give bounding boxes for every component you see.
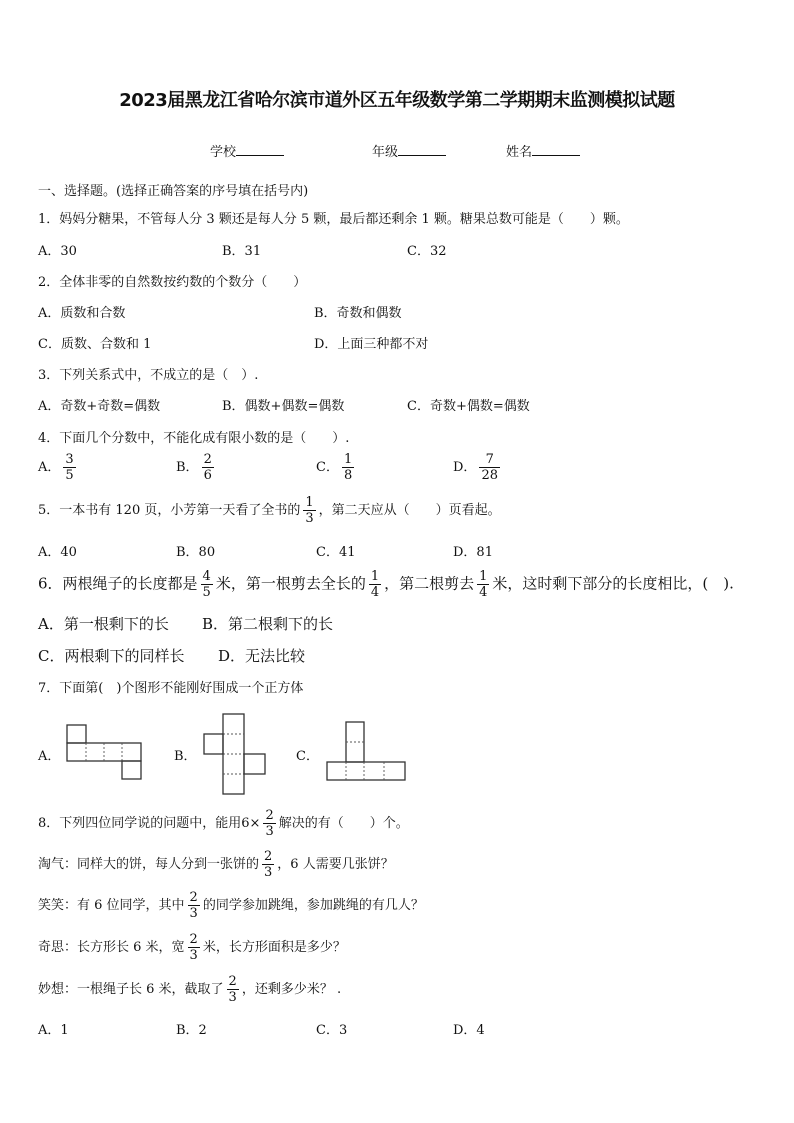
q6-option-c[interactable]: C．两根剩下的同样长 <box>38 647 185 665</box>
fraction: $\frac{1}{8}$ <box>343 452 353 483</box>
cube-net-a[interactable] <box>64 723 144 781</box>
q5-stem: 5．一本书有 120 页，小芳第一天看了全书的 $\frac{1}{3}$ ，第二天应从（ ）页看起。 <box>38 495 501 526</box>
q4-option-label: C． <box>316 460 339 475</box>
q8-statement-4: 妙想：一根绳子长 6 米，截取了 $\frac{2}{3}$ ，还剩多少米？ . <box>38 974 342 1005</box>
q2-option-b[interactable]: B．奇数和偶数 <box>314 306 402 321</box>
q2-option-d[interactable]: D．上面三种都不对 <box>314 337 429 352</box>
q4-option-label: D． <box>453 460 477 475</box>
q4-option-label: B． <box>176 460 199 475</box>
fraction: $\frac{1}{4}$ <box>370 569 380 600</box>
q1-stem: 1．妈妈分糖果，不管每人分 3 颗还是每人分 5 颗，最后都还剩余 1 颗。糖果总数可能是（ ）颗。 <box>38 212 629 227</box>
cube-net-b[interactable] <box>202 712 268 796</box>
q4-stem: 4．下面几个分数中，不能化成有限小数的是（ ）. <box>38 431 350 446</box>
q8-statement-1: 淘气：同样大的饼，每人分到一张饼的 $\frac{2}{3}$ ，6 人需要几张饼？ <box>38 849 394 880</box>
q6-option-b[interactable]: B．第二根剩下的长 <box>202 615 334 633</box>
fraction: $\frac{4}{5}$ <box>202 569 211 600</box>
q5-option-a[interactable]: A．40 <box>38 545 77 560</box>
fraction: $\frac{2}{3}$ <box>265 808 274 839</box>
q7-stem: 7．下面第( )个图形不能刚好围成一个正方体 <box>38 681 304 696</box>
q4-option-c[interactable] <box>316 452 357 483</box>
fraction: $\frac{3}{5}$ <box>65 452 74 483</box>
q1-option-a[interactable]: A．30 <box>38 244 77 259</box>
q1-option-b[interactable]: B．31 <box>222 244 262 259</box>
q4-option-b[interactable] <box>176 452 217 483</box>
q8-option-d[interactable]: D．4 <box>453 1023 485 1038</box>
q8-option-b[interactable]: B．2 <box>176 1023 207 1038</box>
fraction: $\frac{2}{3}$ <box>228 974 237 1005</box>
q1-option-c[interactable]: C．32 <box>407 244 447 259</box>
page-title: 2023届黑龙江省哈尔滨市道外区五年级数学第二学期期末监测模拟试题 <box>119 90 675 111</box>
fraction: $\frac{2}{6}$ <box>203 452 212 483</box>
q3-stem: 3．下列关系式中，不成立的是（ ）. <box>38 368 259 383</box>
q7-option-c[interactable]: C． <box>296 749 319 764</box>
q3-option-a[interactable]: A．奇数+奇数=偶数 <box>38 399 161 414</box>
fraction: $\frac{2}{3}$ <box>189 932 198 963</box>
name-field[interactable] <box>506 141 580 160</box>
q2-stem: 2．全体非零的自然数按约数的个数分（ ） <box>38 275 307 290</box>
q6-option-d[interactable]: D．无法比较 <box>218 647 306 665</box>
school-field[interactable] <box>210 141 284 160</box>
fraction: $\frac{2}{3}$ <box>264 849 273 880</box>
grade-label: 年级 <box>372 145 399 160</box>
fraction: $\frac{7}{28}$ <box>481 452 498 483</box>
q4-option-d[interactable] <box>453 452 503 483</box>
school-blank[interactable] <box>236 143 284 156</box>
fraction: $\frac{2}{3}$ <box>189 890 198 921</box>
q5-option-b[interactable]: B．80 <box>176 545 216 560</box>
q8-statement-3: 奇思：长方形长 6 米，宽 $\frac{2}{3}$ 米，长方形面积是多少？ <box>38 932 346 963</box>
name-blank[interactable] <box>532 143 580 156</box>
school-label: 学校 <box>210 145 237 160</box>
q6-option-a[interactable]: A．第一根剩下的长 <box>38 615 169 633</box>
q2-option-a[interactable]: A．质数和合数 <box>38 306 126 321</box>
q6-stem: 6．两根绳子的长度都是 $\frac{4}{5}$ 米，第一根剪去全长的 $\frac{1}{4}$ ，第二根剪去 $\frac{1}{4}$ 米，这时剩下部分的长度相比，( ). <box>38 569 734 600</box>
grade-field[interactable] <box>372 141 446 160</box>
q4-option-label: A． <box>38 460 61 475</box>
q4-option-a[interactable] <box>38 452 79 483</box>
q5-option-d[interactable]: D．81 <box>453 545 493 560</box>
section-heading: 一、选择题。(选择正确答案的序号填在括号内) <box>38 184 309 199</box>
q2-option-c[interactable]: C．质数、合数和 1 <box>38 337 152 352</box>
q7-option-b[interactable]: B． <box>174 749 197 764</box>
q8-option-a[interactable]: A．1 <box>38 1023 69 1038</box>
q3-option-c[interactable]: C．奇数+偶数=偶数 <box>407 399 530 414</box>
q8-option-c[interactable]: C．3 <box>316 1023 348 1038</box>
q8-statement-2: 笑笑：有 6 位同学，其中 $\frac{2}{3}$ 的同学参加跳绳，参加跳绳的有几人？ <box>38 890 424 921</box>
grade-blank[interactable] <box>398 143 446 156</box>
fraction: $\frac{1}{4}$ <box>479 569 488 600</box>
fraction: $\frac{1}{3}$ <box>305 495 314 526</box>
q8-stem: 8．下列四位同学说的问题中，能用6× $\frac{2}{3}$ 解决的有（ ）个。 <box>38 808 409 839</box>
q3-option-b[interactable]: B．偶数+偶数=偶数 <box>222 399 345 414</box>
name-label: 姓名 <box>506 145 533 160</box>
q5-option-c[interactable]: C．41 <box>316 545 356 560</box>
cube-net-c[interactable] <box>325 720 407 782</box>
q7-option-a[interactable]: A． <box>38 749 61 764</box>
